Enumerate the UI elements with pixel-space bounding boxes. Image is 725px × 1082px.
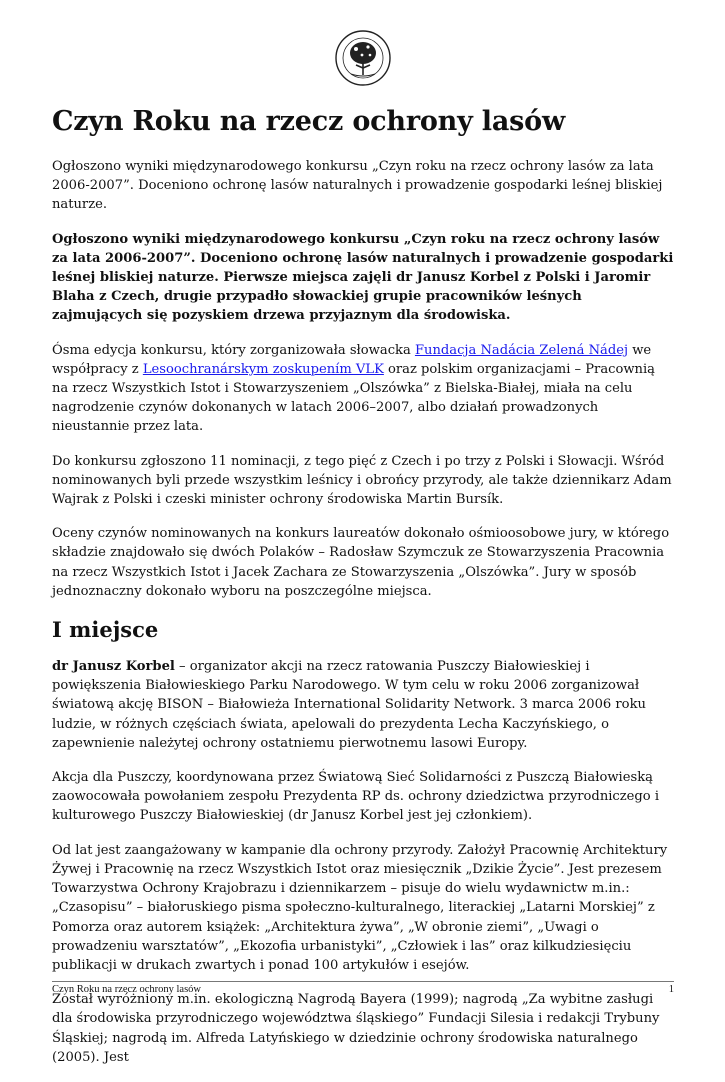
footer-title: Czyn Roku na rzecz ochrony lasów	[52, 984, 201, 995]
contest-text-2: we współpracy z	[52, 342, 652, 377]
contest-text-1: Ósma edycja konkursu, który zorganizowała słowacka	[52, 342, 415, 358]
intro-paragraph: Ogłoszono wyniki międzynarodowego konkursu „Czyn roku na rzecz ochrony lasów za lata 2006-2007”. Doceniono ochronę lasów naturalnych i prowadzenie gospodarki leśnej bliskiej naturze.	[52, 159, 663, 213]
winner-paragraph	[52, 657, 674, 753]
action-paragraph: Akcja dla Puszczy, koordynowana przez Światową Sieć Solidarności z Puszczą Białowieską zaowocowała powołaniem zespołu Prezydenta RP ds. ochrony dziedzictwa przyrodniczego i kulturowego Puszczy Białowieskiej (dr Janusz Korbel jest jej członkiem).	[52, 770, 660, 824]
lead-paragraph: Ogłoszono wyniki międzynarodowego konkursu „Czyn roku na rzecz ochrony lasów za lata 2006-2007”. Doceniono ochronę lasów naturalnych i prowadzenie gospodarki leśnej bliskiej naturze. Pierwsze miejsca zajęli dr Janusz Korbel z Polski i Jaromir Blaha z Czech, drugie przypadło słowackiej grupie pracowników leśnych zajmujących się pozyskiem drzewa przyjaznym dla środowiska.	[52, 231, 674, 324]
winner-text: – organizator akcji na rzecz ratowania Puszczy Białowieskiej i powiększenia Białowieskiego Parku Narodowego. W tym celu w roku 2006 zorganizował światową akcję BISON – Białowieża International Solidarity Network. 3 marca 2006 roku ludzie, w różnych częściach świata, apelowali do prezydenta Lecha Kaczyńskiego, o zapewnienie należytej ochrony ostatniemu pierwotnemu lasowi Europy.	[52, 659, 646, 751]
article-title: Czyn Roku na rzecz ochrony lasów	[52, 106, 565, 137]
nominations-paragraph: Do konkursu zgłoszono 11 nominacji, z tego pięć z Czech i po trzy z Polski i Słowacji. Wśród nominowanych byli przede wszystkim leśnicy i obrońcy przyrody, ale także dziennikarz Adam Wajrak z Polski i czeski minister ochrony środowiska Martin Bursík.	[52, 453, 672, 508]
footer-divider	[52, 981, 674, 982]
winner-name: dr Janusz Korbel	[52, 659, 175, 675]
page-footer	[52, 983, 674, 996]
contest-paragraph	[52, 341, 674, 437]
awards-paragraph: Został wyróżniony m.in. ekologiczną Nagrodą Bayera (1999); nagrodą „Za wybitne zasługi dla środowiska przyrodniczego województwa śląskiego” Fundacji Silesia i redakcji Trybuny Śląskiej; nagrodą im. Alfreda Latyńskiego w dziedzinie ochrony środowiska naturalnego (2005). Jest	[52, 992, 660, 1065]
page-number: 1	[668, 984, 674, 995]
article-body	[52, 157, 674, 1082]
vlk-link[interactable]: Lesoochranárskym zoskupením VLK	[142, 361, 384, 377]
contest-text-3: oraz polskim organizacjami – Pracownią na rzecz Wszystkich Istot i Stowarzyszeniem „Olszówka” z Bielska-Białej, miała na celu nagrodzenie czynów dokonanych w latach 2006–2007, albo działań prowadzonych nieustannie przez lata.	[52, 361, 655, 435]
fundacja-link[interactable]: Fundacja Nadácia Zelená Nádej	[414, 342, 629, 358]
jury-paragraph: Oceny czynów nominowanych na konkurs laureatów dokonało ośmioosobowe jury, w którego składzie znajdowało się dwóch Polaków – Radosław Szymczuk ze Stowarzyszenia Pracownia na rzecz Wszystkich Istot i Jacek Zachara ze Stowarzyszenia „Olszówka”. Jury w sposób jednoznaczny dokonało wyboru na poszczególne miejsca.	[52, 526, 670, 599]
section-heading: I miejsce	[52, 617, 159, 643]
engagement-paragraph: Od lat jest zaangażowany w kampanie dla ochrony przyrody. Założył Pracownię Architektury Żywej i Pracownię na rzecz Wszystkich Istot oraz miesięcznik „Dzikie Życie”. Jest prezesem Towarzystwa Ochrony Krajobrazu i dziennikarzem – pisuje do wielu wydawnictw m.in.: „Czasopisu” – białoruskiego pisma społeczno-kulturalnego, literackiej „Latarni Morskiej” z Pomorza oraz autorem książek: „Architektura żywa”, „W obronie ziemi”, „Uwagi o prowadzeniu warsztatów”, „Ekozofia urbanistyki”, „Człowiek i las” oraz kilkudziesięciu publikacji w drukach zwartych i ponad 100 artykułów i esejów.	[52, 842, 668, 973]
tree-seal-icon	[335, 30, 391, 86]
